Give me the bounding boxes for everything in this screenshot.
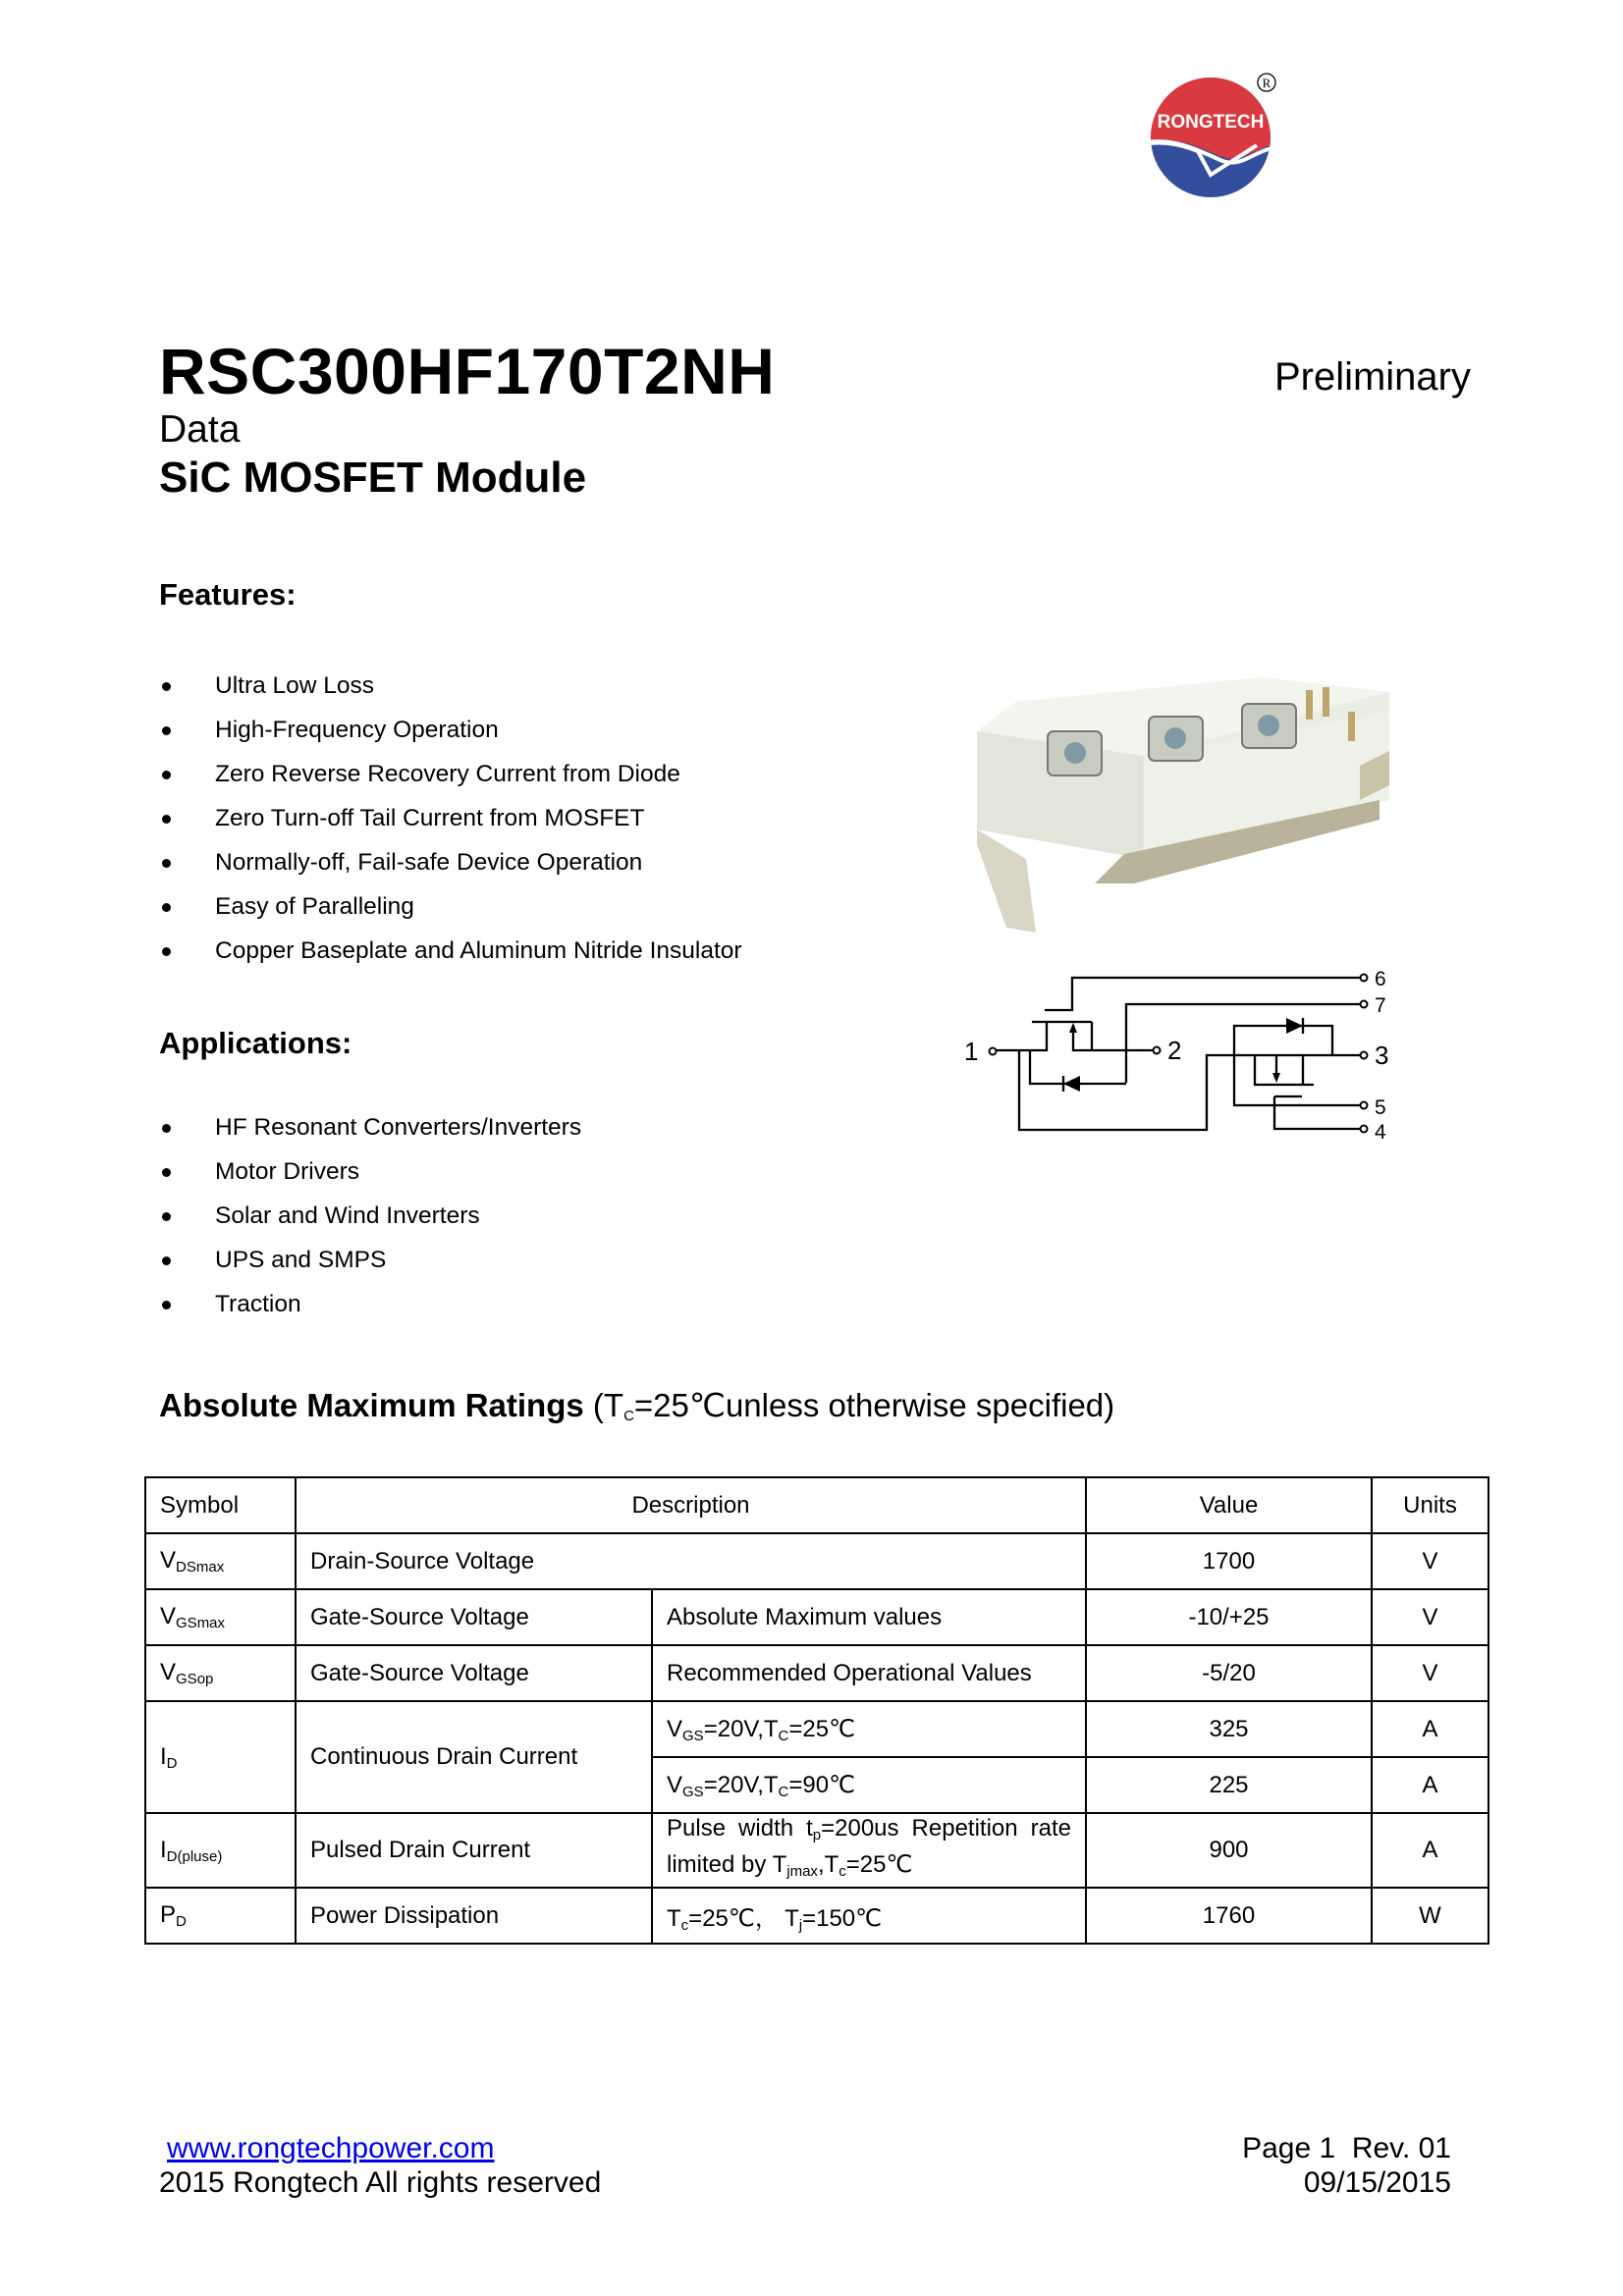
value-cell: 325 bbox=[1086, 1701, 1372, 1757]
description-cell: Continuous Drain Current bbox=[296, 1701, 652, 1813]
feature-text: Easy of Paralleling bbox=[215, 893, 414, 920]
unit-cell: W bbox=[1372, 1888, 1488, 1944]
module-photo bbox=[967, 672, 1399, 947]
feature-text: Ultra Low Loss bbox=[215, 672, 375, 699]
value-cell: 1700 bbox=[1086, 1533, 1372, 1589]
description-cell: Gate-Source Voltage bbox=[296, 1645, 652, 1701]
unit-cell: V bbox=[1372, 1533, 1488, 1589]
applications-heading: Applications: bbox=[159, 1026, 352, 1060]
cond-sub: C bbox=[623, 1408, 634, 1424]
feature-text: High-Frequency Operation bbox=[215, 717, 499, 743]
list-item bbox=[159, 1238, 581, 1282]
table-row bbox=[145, 1888, 1488, 1944]
pin-label: 6 bbox=[1375, 968, 1386, 990]
application-text: Traction bbox=[215, 1291, 301, 1317]
feature-text: Normally-off, Fail-safe Device Operation bbox=[215, 849, 643, 876]
condition-cell: Recommended Operational Values bbox=[652, 1645, 1086, 1701]
table-row bbox=[145, 1813, 1488, 1888]
feature-text: Copper Baseplate and Aluminum Nitride Insulator bbox=[215, 937, 742, 964]
condition-cell: Pulse width $t_p=200us$ Repetition rate limited by $T_{jmax},T_c=25℃$ bbox=[652, 1813, 1086, 1888]
list-item bbox=[159, 708, 742, 752]
bullet-icon bbox=[162, 1168, 171, 1177]
value-cell: 225 bbox=[1086, 1757, 1372, 1813]
subtitle-data: Data bbox=[159, 408, 241, 451]
bullet-icon bbox=[162, 726, 171, 735]
copyright: 2015 Rongtech All rights reserved bbox=[159, 2166, 602, 2199]
pin-label: 3 bbox=[1375, 1041, 1389, 1070]
condition-cell: $T_c=25℃$， $T_j=150℃$ bbox=[652, 1888, 1086, 1944]
rongtech-logo bbox=[1139, 67, 1286, 204]
svg-text:R: R bbox=[1262, 76, 1271, 90]
header-value: Value bbox=[1086, 1477, 1372, 1533]
features-list bbox=[159, 664, 742, 973]
ratings-title: Absolute Maximum Ratings bbox=[159, 1387, 584, 1423]
unit-cell: V bbox=[1372, 1589, 1488, 1645]
status-label: Preliminary bbox=[1273, 355, 1471, 399]
table-row bbox=[145, 1701, 1488, 1757]
condition-cell: $V_{GS}=20V,T_C=25℃$ bbox=[652, 1701, 1086, 1757]
table-header-row bbox=[145, 1477, 1488, 1533]
application-text: HF Resonant Converters/Inverters bbox=[215, 1114, 582, 1141]
list-item bbox=[159, 664, 742, 708]
part-number: RSC300HF170T2NH bbox=[159, 335, 776, 407]
symbol-cell: $V_{DSmax}$ bbox=[145, 1533, 296, 1589]
description-cell: Power Dissipation bbox=[296, 1888, 652, 1944]
website-link[interactable]: www.rongtechpower.com bbox=[167, 2132, 495, 2164]
description-cell: Pulsed Drain Current bbox=[296, 1813, 652, 1888]
value-cell: -5/20 bbox=[1086, 1645, 1372, 1701]
ratings-table bbox=[144, 1476, 1489, 1945]
description-cell: Drain-Source Voltage bbox=[296, 1533, 1086, 1589]
table-row bbox=[145, 1589, 1488, 1645]
page-revision: Page 1 Rev. 01 bbox=[1242, 2132, 1451, 2164]
unit-cell: A bbox=[1372, 1701, 1488, 1757]
unit-cell: A bbox=[1372, 1757, 1488, 1813]
unit-cell: V bbox=[1372, 1645, 1488, 1701]
svg-text:RONGTECH: RONGTECH bbox=[1157, 112, 1265, 133]
applications-list bbox=[159, 1105, 581, 1326]
bullet-icon bbox=[162, 1124, 171, 1133]
value-cell: -10/+25 bbox=[1086, 1589, 1372, 1645]
bullet-icon bbox=[162, 1256, 171, 1265]
list-item bbox=[159, 1194, 581, 1238]
features-heading: Features: bbox=[159, 577, 297, 612]
list-item bbox=[159, 1105, 581, 1149]
bullet-icon bbox=[162, 771, 171, 779]
feature-text: Zero Turn-off Tail Current from MOSFET bbox=[215, 805, 645, 831]
condition-cell: $V_{GS}=20V,T_C=90℃$ bbox=[652, 1757, 1086, 1813]
bullet-icon bbox=[162, 682, 171, 691]
symbol-cell: $V_{GSmax}$ bbox=[145, 1589, 296, 1645]
list-item bbox=[159, 884, 742, 929]
unit-cell: A bbox=[1372, 1813, 1488, 1888]
bullet-icon bbox=[162, 859, 171, 868]
feature-text: Zero Reverse Recovery Current from Diode bbox=[215, 761, 680, 787]
pin-label: 1 bbox=[964, 1037, 979, 1066]
list-item bbox=[159, 1149, 581, 1194]
application-text: UPS and SMPS bbox=[215, 1247, 387, 1273]
condition-cell: Absolute Maximum values bbox=[652, 1589, 1086, 1645]
bullet-icon bbox=[162, 1301, 171, 1309]
list-item bbox=[159, 1282, 581, 1326]
ratings-heading bbox=[159, 1386, 1114, 1424]
table-row bbox=[145, 1645, 1488, 1701]
symbol-cell: $I_{D(pluse)}$ bbox=[145, 1813, 296, 1888]
list-item bbox=[159, 840, 742, 884]
list-item bbox=[159, 796, 742, 840]
header-units: Units bbox=[1372, 1477, 1488, 1533]
header-symbol: Symbol bbox=[145, 1477, 296, 1533]
application-text: Solar and Wind Inverters bbox=[215, 1202, 480, 1229]
pin-label: 7 bbox=[1375, 994, 1386, 1017]
date: 09/15/2015 bbox=[1303, 2166, 1451, 2199]
pin-label: 2 bbox=[1167, 1036, 1182, 1065]
cond-text: =25℃unless otherwise specified) bbox=[633, 1387, 1115, 1423]
pin-label: 5 bbox=[1375, 1096, 1386, 1119]
list-item bbox=[159, 752, 742, 796]
value-cell: 900 bbox=[1086, 1813, 1372, 1888]
circuit-diagram bbox=[952, 962, 1404, 1158]
bullet-icon bbox=[162, 947, 171, 956]
cond-text: (T bbox=[592, 1387, 624, 1423]
bullet-icon bbox=[162, 815, 171, 824]
symbol-cell: $P_D$ bbox=[145, 1888, 296, 1944]
symbol-cell: $I_D$ bbox=[145, 1701, 296, 1813]
pin-label: 4 bbox=[1375, 1121, 1386, 1144]
table-row bbox=[145, 1533, 1488, 1589]
bullet-icon bbox=[162, 903, 171, 912]
bullet-icon bbox=[162, 1212, 171, 1221]
subtitle-module: SiC MOSFET Module bbox=[159, 454, 587, 502]
value-cell: 1760 bbox=[1086, 1888, 1372, 1944]
list-item bbox=[159, 929, 742, 973]
application-text: Motor Drivers bbox=[215, 1158, 360, 1185]
symbol-cell: $V_{GSop}$ bbox=[145, 1645, 296, 1701]
description-cell: Gate-Source Voltage bbox=[296, 1589, 652, 1645]
header-description: Description bbox=[296, 1477, 1086, 1533]
